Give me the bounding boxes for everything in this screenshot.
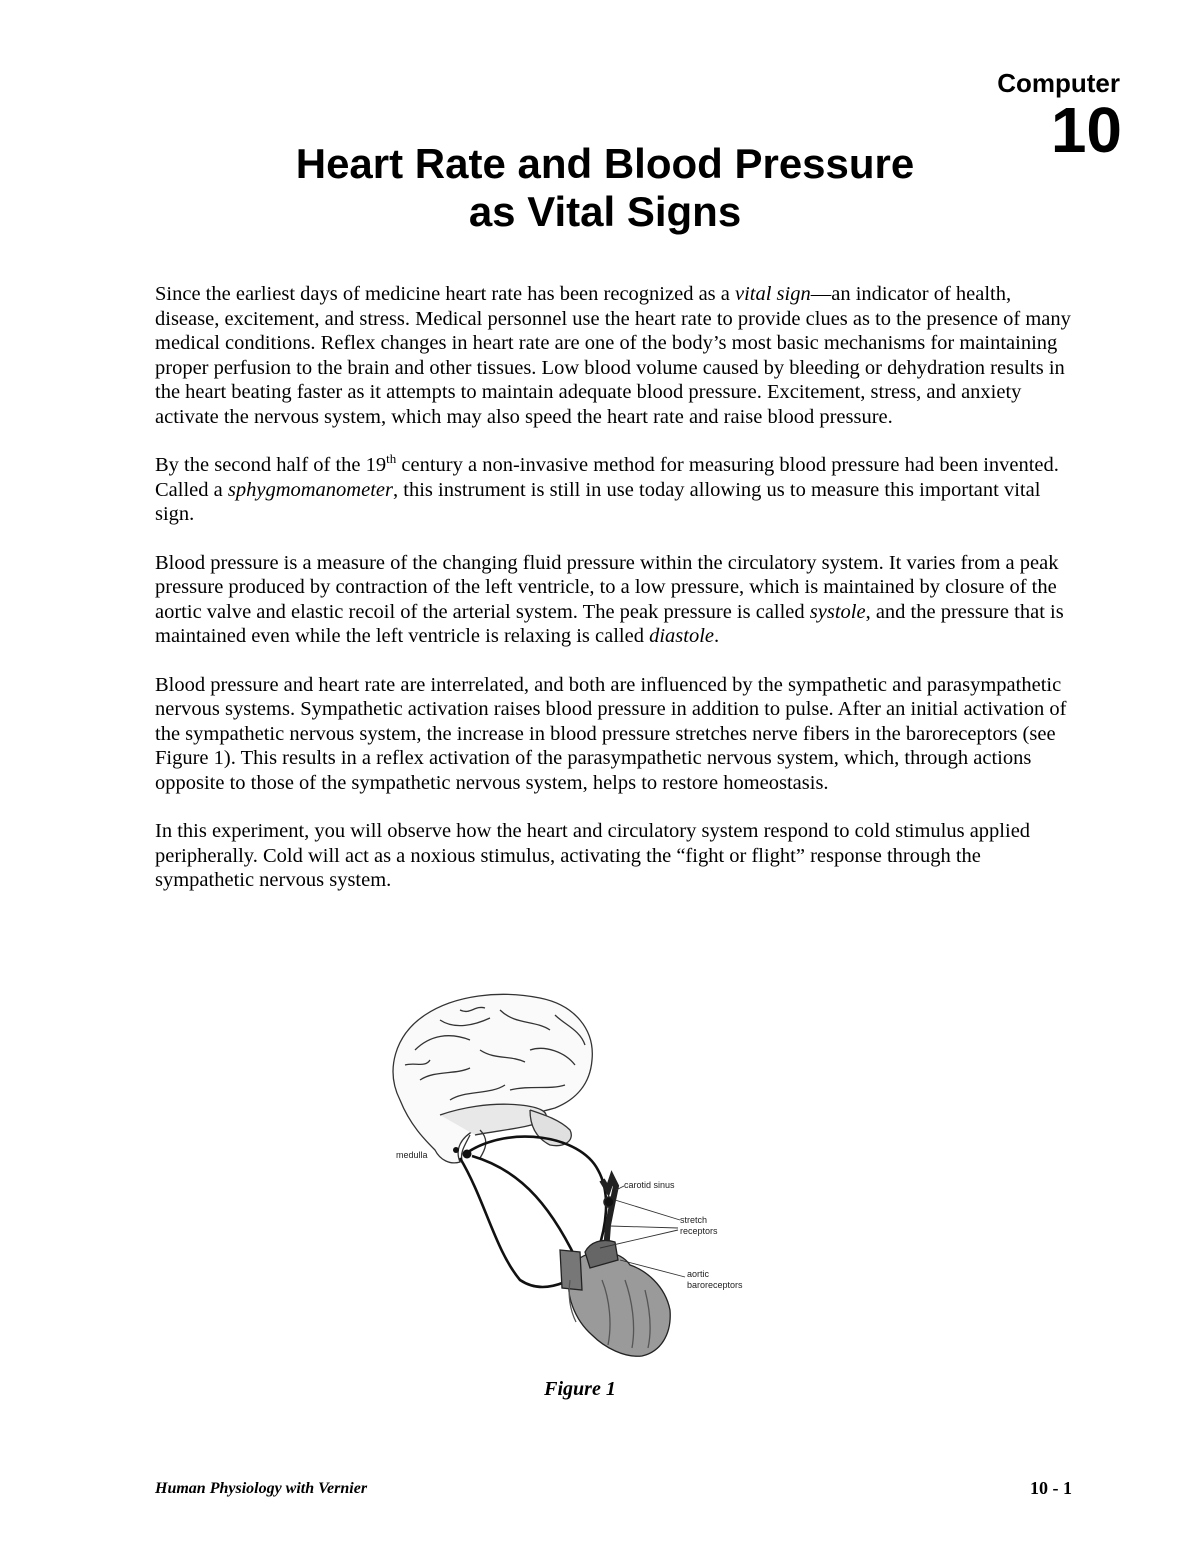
paragraph-interrelated: Blood pressure and heart rate are interrelated, and both are influenced by the sympathetic and parasympathetic nervous systems. Sympathetic activation raises blood pressure in addition to pulse. After an initial activation of the sympathetic nervous system, the increase in blood pressure stretches nerve fibers in the baroreceptors (see Figure 1). This results in a reflex activation of the parasympathetic nervous system, which, through actions opposite to those of the sympathetic nervous system, helps to restore homeostasis.	[155, 673, 1067, 794]
title-line-2: as Vital Signs	[468, 188, 742, 235]
label-aortic: aortic	[687, 1269, 710, 1279]
figure-caption: Figure 1	[544, 1378, 616, 1400]
brain-drawing	[393, 994, 592, 1163]
brain-heart-illustration	[380, 990, 790, 1365]
text-run: —an indicator of health, disease, excitement, and stress. Medical personnel use the heart rate to provide clues as to the presence of many medical conditions. Reflex changes in heart rate are one of the body’s most basic mechanisms for maintaining proper perfusion to the brain and other tissues. Low blood volume caused by bleeding or dehydration results in the heart beating faster as it attempts to maintain adequate blood pressure. Excitement, stress, and anxiety activate the nervous system, which may also speed the heart rate and raise blood pressure.	[155, 283, 1071, 428]
label-medulla: medulla	[396, 1150, 428, 1160]
page-title	[155, 140, 1055, 236]
paragraph-sphygmomanometer	[155, 453, 1080, 527]
label-receptors: receptors	[680, 1226, 718, 1236]
label-stretch: stretch	[680, 1215, 708, 1225]
title-line-1: Heart Rate and Blood Pressure	[295, 140, 915, 187]
text-run: .	[714, 625, 720, 647]
heart-drawing	[560, 1240, 670, 1356]
emphasis-sphygmomanometer: sphygmomanometer	[227, 478, 393, 501]
text-run: Blood pressure is a measure of the changing fluid pressure within the circulatory system. It varies from a peak pressure produced by contraction of the left ventricle, to a low pressure, which is maintained by closure of the aortic valve and elastic recoil of the arterial system. The peak pressure is called	[155, 551, 1059, 623]
footer-book-title: Human Physiology with Vernier	[155, 1480, 368, 1497]
paragraph-blood-pressure	[155, 551, 1080, 649]
text-run: Since the earliest days of medicine heart rate has been recognized as a	[155, 283, 735, 305]
label-carotid-sinus: carotid sinus	[624, 1180, 675, 1190]
text-run: By the second half of the 19	[155, 454, 387, 476]
medulla-node	[463, 1150, 472, 1159]
emphasis-diastole: diastole	[649, 625, 715, 647]
footer-page-number: 10 - 1	[1030, 1478, 1072, 1498]
body-text	[155, 282, 1080, 917]
text-run: , this instrument is still in use today allowing us to measure this important vital sign.	[155, 478, 1041, 525]
superscript: th	[386, 451, 397, 467]
text-run: century a non-invasive method for measuring blood pressure had been invented. Called a	[155, 454, 1059, 501]
text-run: , and the pressure that is maintained even while the left ventricle is relaxing is called	[155, 600, 1064, 647]
label-baroreceptors: baroreceptors	[687, 1280, 743, 1290]
figure-brain-heart-diagram	[380, 990, 790, 1365]
chapter-number: 10	[1050, 94, 1122, 166]
chapter-label: Computer	[997, 68, 1120, 98]
paragraph-intro	[155, 282, 1080, 429]
emphasis-vital-sign: vital sign	[735, 283, 811, 305]
emphasis-systole: systole	[809, 600, 866, 623]
medulla-node-2	[453, 1147, 459, 1153]
paragraph-experiment: In this experiment, you will observe how the heart and circulatory system respond to cold stimulus applied peripherally. Cold will act as a noxious stimulus, activating the “fight or flight” response through the sympathetic nervous system.	[155, 820, 1031, 891]
